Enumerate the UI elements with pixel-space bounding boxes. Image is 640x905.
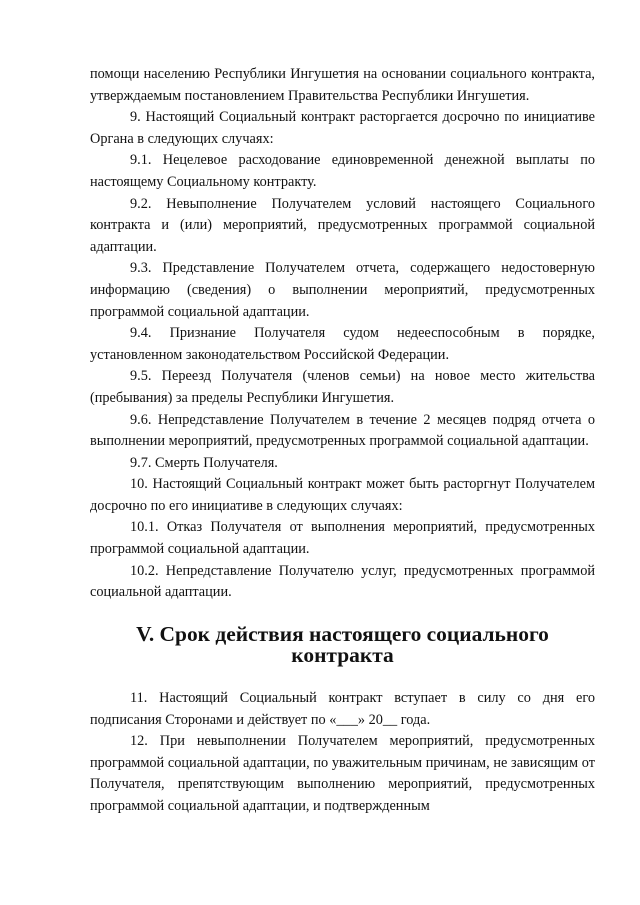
- paragraph-11: 11. Настоящий Социальный контракт вступает в силу со дня его подписания Сторонами и действует по «___» 20__ года.: [90, 690, 595, 728]
- paragraph-9-3: 9.3. Представление Получателем отчета, содержащего недостоверную информацию (сведения) о выполнении мероприятий, предусмотренных программой социальной адаптации.: [90, 260, 595, 320]
- paragraph-10: 10. Настоящий Социальный контракт может быть расторгнут Получателем досрочно по его инициативе в следующих случаях:: [90, 476, 595, 514]
- paragraph-9-4: 9.4. Признание Получателя судом недееспособным в порядке, установленном законодательством Российской Федерации.: [90, 325, 595, 363]
- paragraph-10-2: 10.2. Непредставление Получателю услуг, предусмотренных программой социальной адаптации.: [90, 562, 595, 601]
- paragraph-9-5: 9.5. Переезд Получателя (членов семьи) на новое место жительства (пребывания) за пределы Республики Ингушетия.: [90, 368, 595, 406]
- contract-duration-section: [90, 688, 595, 818]
- paragraph-9-2: 9.2. Невыполнение Получателем условий настоящего Социального контракта и (или) мероприятий, предусмотренных программой социальной адаптации.: [90, 195, 595, 255]
- paragraph-9-6: 9.6. Непредставление Получателем в течение 2 месяцев подряд отчета о выполнении мероприятий, предусмотренных программой социальной адаптации.: [90, 411, 595, 450]
- paragraph-10-1: 10.1. Отказ Получателя от выполнения мероприятий, предусмотренных программой социальной адаптации.: [90, 519, 595, 558]
- paragraph-9-7: 9.7. Смерть Получателя.: [130, 454, 278, 471]
- section-heading-v: V. Срок действия настоящего социального контракта: [136, 621, 549, 668]
- contract-termination-section: [90, 64, 595, 604]
- paragraph-intro: помощи населению Республики Ингушетия на основании социального контракта, утверждаемым постановлением Правительства Республики Ингушетия.: [90, 66, 595, 104]
- paragraph-9: 9. Настоящий Социальный контракт расторгается досрочно по инициативе Органа в следующих случаях:: [90, 109, 595, 147]
- document-page: [90, 64, 595, 818]
- paragraph-9-1: 9.1. Нецелевое расходование единовременной денежной выплаты по настоящему Социальному контракту.: [90, 152, 595, 190]
- paragraph-12: 12. При невыполнении Получателем мероприятий, предусмотренных программой социальной адаптации, по уважительным причинам, не зависящим от Получателя, препятствующим выполнению мероприятий, предусмотренных программой социальной адаптации, и подтвержденным: [90, 733, 595, 814]
